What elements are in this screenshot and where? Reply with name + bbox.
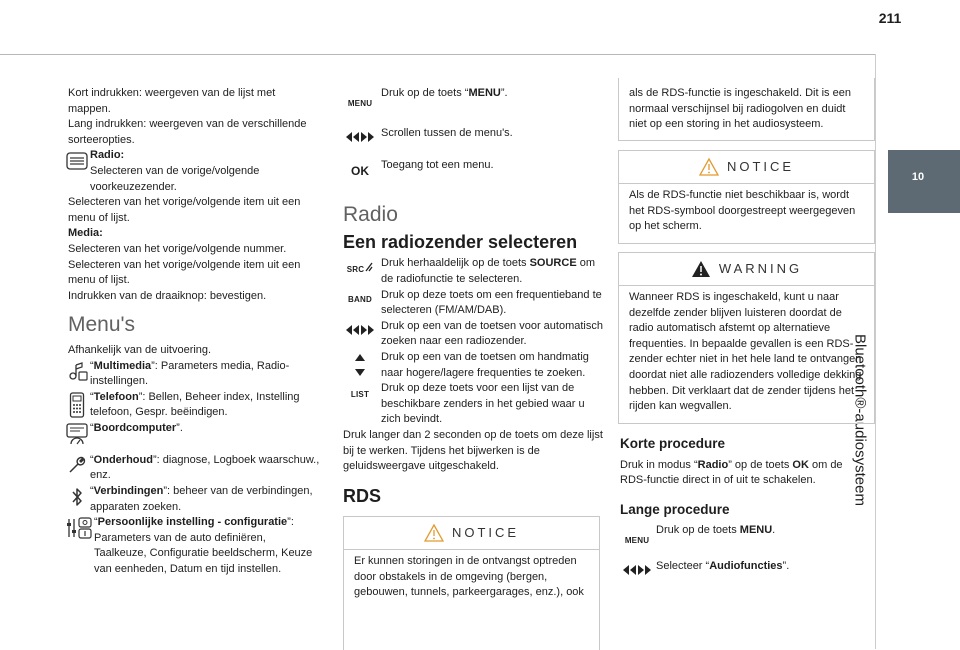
list-text: Druk op deze toets voor een lijst van de beschikbare zenders in het gebied waar u zich bevindt. — [381, 382, 585, 426]
menu-persoonlijk: “Persoonlijke instelling - configuratie”: Parameters van de auto definiëren, Taalkeuze, Configuratie beeldscherm, Keuze van eenheden, Datum en tijd instellen. — [64, 515, 320, 577]
manual-text: Druk op een van de toetsen om handmatig naar hogere/lagere frequenties te zoeken. — [381, 350, 589, 379]
menu-key-row: MENU Druk op de toets “MENU”. — [343, 86, 605, 112]
media-text-1: Selecteren van het vorige/volgende nummer. — [68, 242, 287, 255]
chapter-tab — [888, 150, 960, 213]
band-row — [343, 288, 605, 319]
menu-boordcomputer: “Boordcomputer”. — [64, 421, 320, 445]
notice-box-1 — [343, 516, 600, 650]
radio-text-2: Selecteren van het vorige/volgende item uit een menu of lijst. — [68, 196, 301, 224]
phone-icon — [64, 390, 90, 418]
menu-key-icon: MENU — [347, 99, 373, 108]
media-text-3: Indrukken van de draaiknop: bevestigen. — [68, 289, 267, 302]
notice-icon — [699, 158, 719, 176]
intro-long-press: Lang indrukken: weergeven van de verschillende sorteeropties. — [68, 118, 307, 146]
rds-heading: RDS — [343, 485, 382, 506]
media-label: Media: — [68, 227, 103, 240]
korte-heading: Korte procedure — [620, 436, 726, 451]
chapter-number: 10 — [911, 171, 925, 183]
radio-text: Selecteren van de vorige/volgende voorkeuzezender. — [90, 164, 260, 193]
scroll-text: Scrollen tussen de menu's. — [381, 126, 513, 139]
left-right-arrows-icon — [343, 126, 377, 142]
wrench-icon — [64, 453, 90, 475]
notice-header: NOTICE — [344, 517, 599, 549]
lange-heading: Lange procedure — [620, 501, 730, 517]
band-text: Druk op deze toets om een frequentieband te selecteren (FM/AM/DAB). — [381, 288, 602, 317]
menu-telefoon: “Telefoon”: Bellen, Beheer index, Instelling telefoon, Gespr. beëindigen. — [64, 390, 320, 421]
menu-verbindingen: “Verbindingen”: beheer van de verbindingen, apparaten zoeken. — [64, 484, 320, 515]
header-divider — [0, 54, 875, 55]
column-1 — [68, 86, 320, 578]
radio-media-row — [64, 148, 320, 195]
ok-row — [343, 158, 605, 180]
page-number: 211 — [878, 10, 902, 26]
radio-label: Radio: — [90, 149, 125, 162]
multimedia-icon — [64, 359, 90, 383]
settings-icon — [64, 515, 94, 539]
menus-heading: Menu's — [68, 313, 136, 337]
seek-text: Druk op een van de toetsen voor automatisch zoeken naar een radiozender. — [381, 319, 603, 348]
seek-row — [343, 319, 605, 350]
source-key-icon: SRC — [343, 256, 377, 278]
band-key-icon: BAND — [348, 294, 372, 304]
intro-short-press: Kort indrukken: weergeven van de lijst met mappen. — [68, 87, 276, 115]
notice-box-2: NOTICE Als de RDS-functie niet beschikbaar is, wordt het RDS-symbool doorgestreept weergegeven op het scherm. — [618, 150, 875, 244]
menu-multimedia: “Multimedia”: Parameters media, Radio-instellingen. — [64, 359, 320, 390]
seek-arrows-icon — [343, 319, 377, 335]
warning-box: WARNING Wanneer RDS is ingeschakeld, kunt u naar dezelfde zender blijven luisteren doordat de radio automatisch afstemt op alternatieve frequenties. In bepaalde gevallen is een RDS-zender echter niet in het hele land te ontvangen doordat niet alle radiozenders volledige dekking hebben. Dit verklaart dat de zender tijdens het rijden kan wegvallen. — [618, 252, 875, 424]
column-3-procedures: Korte procedure Druk in modus “Radio” op de toets OK om de RDS-functie direct in of uit te schakelen. Lange procedure MENU Druk op de toets MENU. Selecteer “Audiofuncties”. — [620, 436, 872, 575]
select-audio-row: Selecteer “Audiofuncties”. — [620, 559, 872, 575]
up-down-arrows-icon — [343, 350, 377, 376]
select-station-heading: Een radiozender selecteren — [343, 231, 578, 252]
trip-computer-icon — [64, 421, 90, 445]
radio-heading: Radio — [343, 203, 398, 227]
menus-intro: Afhankelijk van de uitvoering. — [68, 343, 212, 356]
notice-continuation: als de RDS-functie is ingeschakeld. Dit is een normaal verschijnsel bij radiogolven en duidt niet op een storing in het audiosysteem. — [618, 78, 875, 141]
notice-header-2: NOTICE — [619, 151, 874, 183]
manual-row — [343, 350, 605, 381]
list-text-2: Druk langer dan 2 seconden op de toets om deze lijst bij te werken. Tijdens het bijwerken is de geluidsweergave uitgeschakeld. — [343, 428, 603, 473]
ok-text: Toegang tot een menu. — [381, 158, 494, 171]
left-right-arrows-icon — [620, 559, 654, 575]
media-text-2: Selecteren van het vorige/volgende item uit een menu of lijst. — [68, 258, 301, 287]
list-key-icon: LIST — [350, 390, 370, 400]
menu-key-icon: MENU — [624, 536, 650, 546]
scroll-row — [343, 126, 605, 142]
source-row: SRC Druk herhaaldelijk op de toets SOURCE om de radiofunctie te selecteren. — [343, 256, 605, 287]
side-divider — [875, 54, 876, 649]
chapter-title: Bluetooth®-audiosysteem — [851, 334, 869, 506]
lange-menu-row: MENU Druk op de toets MENU. — [620, 523, 872, 549]
notice-text: Er kunnen storingen in de ontvangst optreden door obstakels in de omgeving (bergen, gebouwen, tunnels, parkeergarages, enz.), ook — [354, 555, 584, 599]
menu-onderhoud: “Onderhoud”: diagnose, Logboek waarschuw., enz. — [64, 453, 320, 484]
column-2 — [343, 86, 605, 504]
list-menu-icon — [64, 148, 90, 171]
ok-key-icon: OK — [351, 163, 369, 178]
bluetooth-icon — [64, 484, 90, 508]
warning-header: WARNING — [619, 253, 874, 285]
warning-icon — [691, 260, 711, 278]
notice-icon — [424, 524, 444, 542]
list-row — [343, 381, 605, 428]
